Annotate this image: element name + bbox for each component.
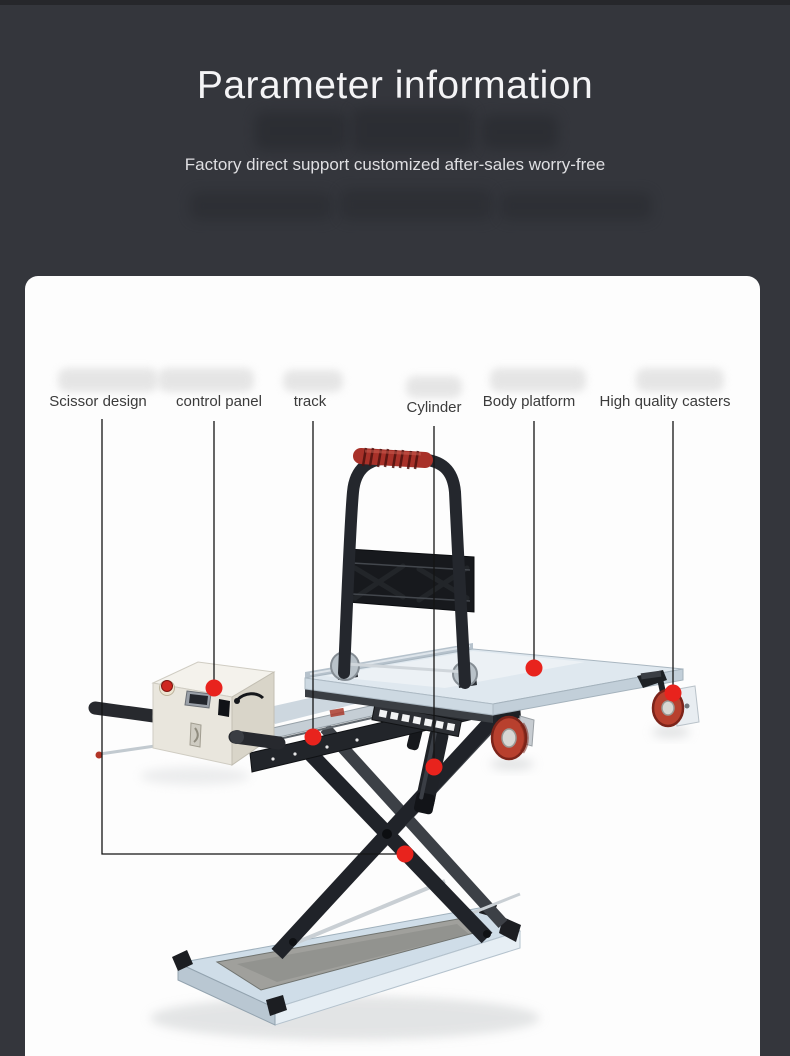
part-label-high-quality-casters: High quality casters	[599, 393, 731, 410]
callout-dot-track	[305, 729, 322, 746]
page-title: Parameter information	[196, 64, 594, 107]
control-box	[95, 662, 279, 765]
part-label-track: track	[293, 393, 327, 410]
part-label-cylinder: Cylinder	[406, 399, 462, 416]
left-handlebar	[95, 708, 161, 717]
callout-dot-cylinder	[426, 759, 443, 776]
blurred-chinese-title	[255, 112, 347, 150]
callout-dot-scissor-design	[397, 846, 414, 863]
page-subtitle: Factory direct support customized after-sales worry-free	[184, 155, 606, 174]
blurred-chinese-title	[352, 108, 474, 152]
power-switch	[218, 699, 230, 717]
blurred-chinese-subtitle	[340, 189, 492, 220]
part-label-control-panel: control panel	[176, 393, 262, 410]
callout-dot-high-quality-casters	[665, 685, 682, 702]
top-strip	[0, 0, 790, 5]
part-label-scissor-design: Scissor design	[49, 393, 147, 410]
product-illustration	[25, 276, 760, 1056]
blurred-chinese-subtitle	[500, 192, 652, 220]
callout-dot-control-panel	[206, 680, 223, 697]
part-label-body-platform: Body platform	[482, 393, 576, 410]
callout-dot-body-platform	[526, 660, 543, 677]
product-card	[25, 276, 760, 1056]
blurred-chinese-title	[482, 115, 558, 149]
blurred-chinese-subtitle	[190, 192, 332, 220]
